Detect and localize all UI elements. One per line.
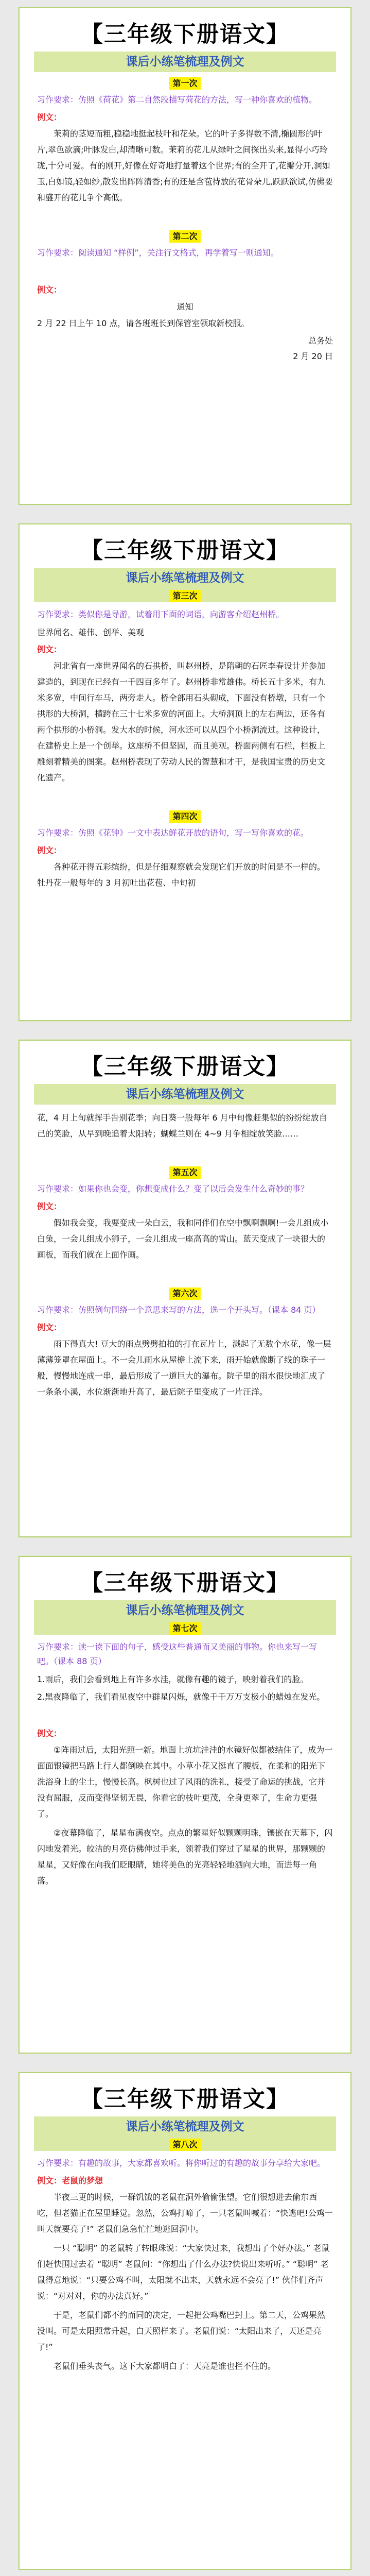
writing-requirement: 习作要求：类似你是导游，试着用下面的词语，向游客介绍赵州桥。 (37, 609, 285, 619)
lesson-number: 第七次 (169, 1622, 200, 1635)
page-card (19, 1040, 351, 1537)
example-heading: 例文： (37, 1323, 62, 1332)
subtitle-text: 课后小练笔梳理及例文 (126, 1604, 244, 1617)
paragraph: 半夜三更的时候，一群饥饿的老鼠在洞外偷偷张望。它们很想进去偷东西吃，但老猫正在屋里睡觉。忽然，公鸡打啼了，一只老鼠叫喊着：“快逃吧!公鸡一叫天就要亮了!” 老鼠们急急忙忙地逃回洞中。 (37, 2192, 333, 2234)
example-heading: 例文： (37, 645, 62, 654)
example-heading: 例文： (37, 285, 62, 295)
paragraph: 河北省有一座世界闻名的石拱桥，叫赵州桥，是隋朝的石匠李春设计并参加建造的，到现在已经有一千四百多年了。赵州桥非常雄伟。桥长五十多米，有九米多宽，中间行车马，两旁走人。桥全部用石头砌成，下面没有桥墩，只有一个拱形的大桥洞，横跨在三十七米多宽的河面上。大桥洞顶上的左右两边，还各有两个拱形的小桥洞。发大水的时候，河水还可以从四个小桥洞流过。这种设计，在建桥史上是一个创举。这座桥不但坚固，而且美观。桥面两侧有石栏，栏板上雕刻着精美的图案。赵州桥表现了劳动人民的智慧和才干，是我国宝贵的历史文化遗产。 (37, 661, 326, 783)
page-subtitle (34, 1084, 336, 1105)
paragraph: ①阵雨过后，太阳光照一新。地面上坑坑洼洼的水镜好似都被结住了，成为一面面银镜把马路上行人都倒映在其中。小草小花又挺直了腰板，在柔和的阳光下洗浴身上的尘土，慢慢长高。枫树也过了风雨的洗礼，接受了命运的挑战，它并没有屈服，反而变得坚韧无畏，你看它的枝叶更茂，全身更翠了，生命力更强了。 (37, 1745, 333, 1819)
section-label: 第一次 (169, 77, 200, 90)
page-title: 【三年级下册语文】 (81, 538, 289, 564)
page-card (19, 2072, 351, 2570)
writing-requirement: 习作要求：仿照《荷花》第二自然段描写荷花的方法，写一种你喜欢的植物。 (37, 95, 318, 105)
paragraph: 茉莉的茎短而粗,稳稳地挺起枝叶和花朵。它的叶子多得数不清,椭圆形的叶片,翠色欲滴;叶脉发白,却清晰可数。茉莉的花儿从绿叶之间探出头来,显得小巧玲珑,十分可爱。有的刚开,好像在好奇地打量着这个世界;有的全开了,花瓣分开,洞如玉,白如镜,轻如纱,散发出阵阵清香;有的还是含苞待放的花骨朵儿,跃跃欲试,仿佛要和盛开的花儿争个高低。 (37, 129, 333, 202)
signature-line: 2 月 20 日 (293, 351, 333, 361)
page-card (19, 1556, 351, 2054)
text-line: 2 月 22 日上午 10 点，请各班班长到保管室领取新校服。 (37, 318, 250, 328)
spacer (37, 209, 333, 226)
page-title: 【三年级下册语文】 (81, 2087, 289, 2112)
writing-requirement: 习作要求：如果你也会变，你想变成什么？变了以后会发生什么奇妙的事？ (37, 1184, 309, 1194)
section-label-wrap (37, 77, 333, 90)
writing-requirement: 习作要求：读一读下面的句子，感受这些普通而又美丽的事物。你也来写一写吧。（课本 88 页） (37, 1642, 318, 1666)
writing-requirement: 习作要求：仿照例句围绕一个意思来写的方法，选一个开头写。（课本 84 页） (37, 1305, 321, 1315)
section-label: 第四次 (169, 810, 200, 823)
paragraph: 花，4 月上旬就挥手告别花季；向日葵一般每年 6 月中旬像赶集似的纷纷绽放自己的笑脸，从早到晚追着太阳转；蝴蝶兰则在 4~9 月争相绽放笑脸…… (37, 1113, 327, 1139)
section-label: 第二次 (169, 230, 200, 243)
spacer (37, 789, 333, 806)
section-label-wrap (37, 1287, 333, 1300)
spacer (37, 1266, 333, 1283)
page-subtitle (34, 2116, 336, 2151)
writing-requirement: 习作要求：阅读通知 “样例”，关注行文格式，再学着写一则通知。 (37, 248, 279, 258)
notice-title: 通知 (177, 302, 193, 312)
subtitle-text: 课后小练笔梳理及例文 (126, 55, 244, 69)
page-title: 【三年级下册语文】 (81, 1570, 289, 1596)
subtitle-text: 课后小练笔梳理及例文 (126, 1088, 244, 1101)
text-line: 1.雨后，我们会看到地上有许多水洼，就像有趣的镜子，映射着我们的脸。 (37, 1674, 309, 1684)
example-heading: 例文： (37, 1728, 62, 1738)
document-pages (0, 7, 370, 2570)
page-card (19, 523, 351, 1021)
spacer (37, 1707, 333, 1724)
section-label-wrap (37, 230, 333, 243)
page-subtitle (34, 52, 336, 72)
paragraph: 各种花开得五彩缤纷，但是仔细观察就会发现它们开放的时间是不一样的。牡丹花一般每年的 3 月初吐出花苞、中旬初 (37, 862, 326, 888)
page-title: 【三年级下册语文】 (81, 22, 289, 47)
lesson-wrap (34, 2137, 336, 2151)
writing-requirement: 习作要求：仿照《花钟》一文中表达鲜花开放的语句，写一写你喜欢的花。 (37, 828, 309, 838)
signature-line: 总务处 (308, 336, 333, 346)
lesson-number: 第八次 (169, 2139, 200, 2151)
paragraph: 假如我会变，我要变成一朵白云，我和同伴们在空中飘啊飘啊!一会儿组成小白兔，一会儿组成小狮子，一会儿组成一座高高的雪山。蓝天变成了一块很大的画板，而我们就在上面作画。 (37, 1218, 329, 1260)
page-card (19, 7, 351, 505)
page-subtitle (34, 1600, 336, 1635)
paragraph: 一只 “聪明” 的老鼠转了转眼珠说：“大家快过来，我想出了个好办法。” 老鼠们赶快围过去着 “聪明” 老鼠问：“你想出了什么办法?快说出来听听。” “聪明” 老鼠得意地说：“只要公鸡不叫，太阳就不出来，天就永远不会亮了!” 伙伴们齐声说：“对对对，你的办法真好。” (37, 2243, 330, 2301)
writing-requirement: 习作要求：有趣的故事，大家都喜欢听。将你听过的有趣的故事分享给大家吧。 (37, 2158, 326, 2168)
page-title: 【三年级下册语文】 (81, 1054, 289, 1080)
spacer (37, 1145, 333, 1162)
section-label: 第五次 (169, 1166, 200, 1179)
example-heading: 例文： (37, 112, 62, 122)
subtitle-text: 课后小练笔梳理及例文 (126, 2120, 244, 2133)
lesson-number: 第三次 (169, 590, 200, 602)
page-subtitle (34, 568, 336, 602)
lesson-wrap (34, 1621, 336, 1635)
section-label-wrap (37, 1166, 333, 1179)
example-heading: 例文：老鼠的梦想 (37, 2176, 103, 2185)
paragraph: ②夜幕降临了，星星布满夜空。点点的繁星好似颗颗明珠，镶嵌在天幕下，闪闪地发着光。皎洁的月亮仿佛伸过手来，领着我们穿过了星星的世界，那颗颗的星星，又好像在向我们眨眼睛，她将美色的光亮轻轻地洒向大地，而进每一角落。 (37, 1828, 333, 1886)
paragraph: 于是，老鼠们都不约而同的决定，一起把公鸡嘴巴封上。第二天，公鸡果然没叫。可是太阳照常升起，白天照样来了。老鼠们说：“太阳出来了，天还是亮了!” (37, 2310, 326, 2352)
paragraph: 老鼠们垂头丧气。这下大家都明白了：天亮是谁也拦不住的。 (54, 2361, 276, 2371)
section-label-wrap (37, 810, 333, 823)
text-line: 世界闻名、雄伟、创举、美观 (37, 628, 145, 637)
lesson-wrap (34, 588, 336, 602)
example-heading: 例文： (37, 845, 62, 855)
spacer (37, 263, 333, 281)
paragraph: 雨下得真大! 豆大的雨点劈劈拍拍的打在瓦片上，溅起了无数个水花，像一层薄薄笼罩在屋面上。不一会儿雨水从屋檐上流下来，雨开始就像断了线的珠子一般，慢慢地连成一串，最后形成了一道巨大的瀑布。院子里的雨水很快地汇成了一条条小溪，水位渐渐地升高了，最后院子里变成了一片汪洋。 (37, 1339, 331, 1397)
example-heading: 例文： (37, 1201, 62, 1211)
section-label: 第六次 (169, 1287, 200, 1300)
subtitle-text: 课后小练笔梳理及例文 (126, 571, 244, 585)
text-line: 2.黑夜降临了，我们看见夜空中群星闪烁，就像千千万万支极小的蜡烛在发光。 (37, 1692, 325, 1702)
